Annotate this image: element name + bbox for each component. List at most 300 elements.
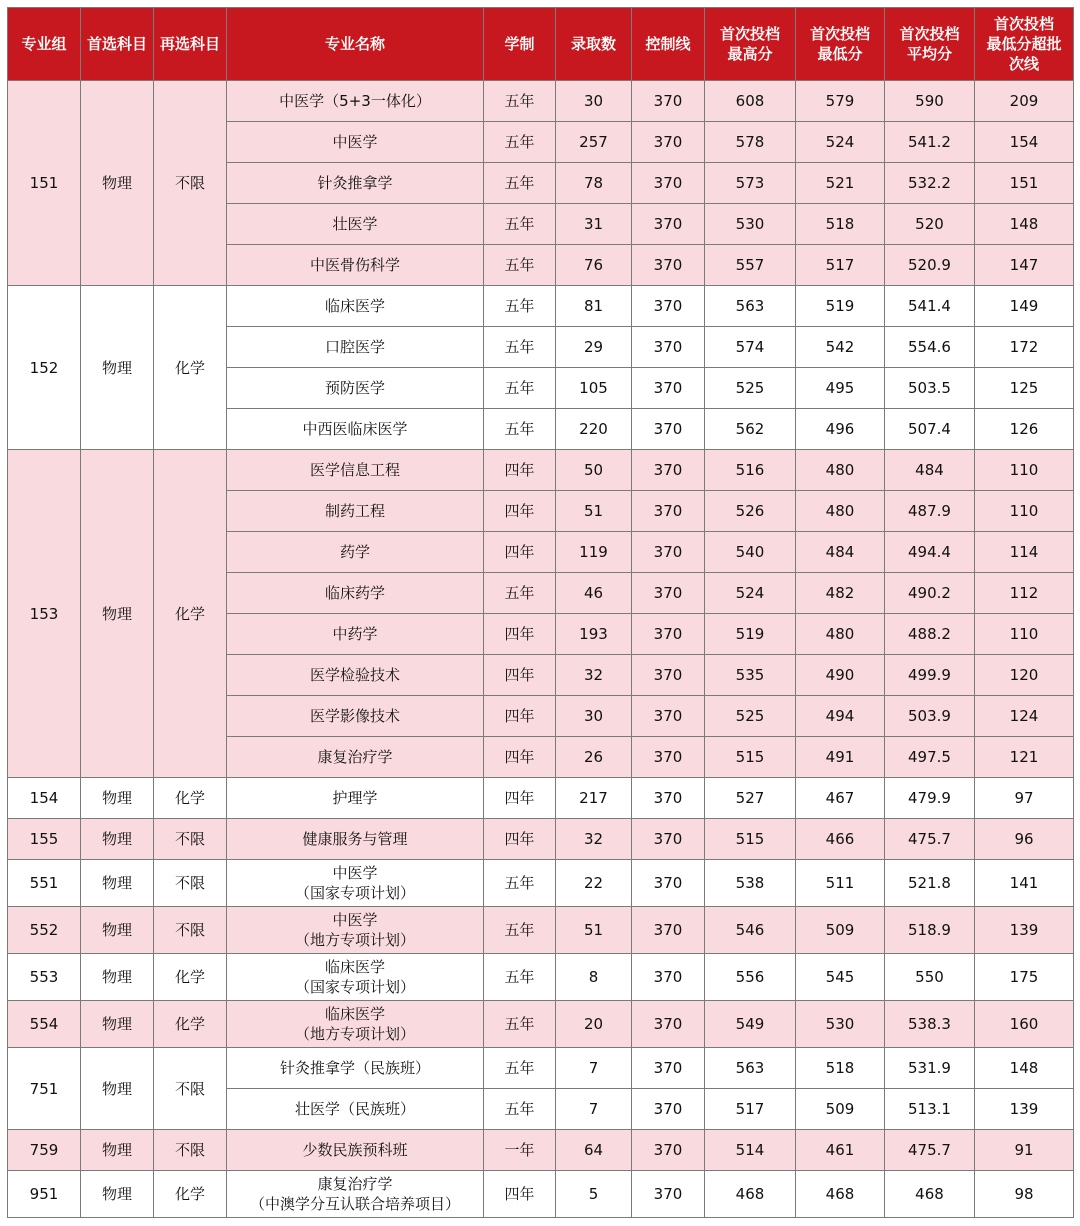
min-score-cell: 461 [796,1130,885,1171]
control-line-cell: 370 [632,860,705,907]
major-name: 预防医学 [324,379,385,397]
avg-score-cell: 468 [885,1171,975,1218]
admitted-cell: 217 [556,778,632,819]
admitted-cell: 64 [556,1130,632,1171]
max-score-cell: 535 [705,655,796,696]
table-row [8,81,1074,122]
major-name: 健康服务与管理 [302,830,408,848]
over-line-cell: 112 [975,573,1074,614]
table-row [8,1130,1074,1171]
min-score-cell: 579 [796,81,885,122]
major-name-cell [227,409,484,450]
control-line-cell: 370 [632,573,705,614]
table-row [8,1171,1074,1218]
avg-score-cell: 497.5 [885,737,975,778]
group-code-cell: 154 [8,778,81,819]
max-score-cell: 527 [705,778,796,819]
admitted-cell: 78 [556,163,632,204]
over-line-cell: 98 [975,1171,1074,1218]
group-code-cell: 155 [8,819,81,860]
group-code-cell: 951 [8,1171,81,1218]
over-line-cell: 149 [975,286,1074,327]
avg-score-cell: 479.9 [885,778,975,819]
duration-cell: 四年 [484,655,556,696]
duration-cell: 五年 [484,860,556,907]
control-line-cell: 370 [632,163,705,204]
group-code-cell: 554 [8,1001,81,1048]
table-row [8,954,1074,1001]
major-name: 中西医临床医学 [302,420,408,438]
major-name-cell [227,1089,484,1130]
admitted-cell: 81 [556,286,632,327]
avg-score-cell: 499.9 [885,655,975,696]
group-code-cell: 553 [8,954,81,1001]
duration-cell: 四年 [484,532,556,573]
second-subject-cell: 化学 [154,1171,227,1218]
admitted-cell: 51 [556,907,632,954]
control-line-cell: 370 [632,778,705,819]
avg-score-cell: 541.4 [885,286,975,327]
admission-score-table [7,7,1074,1218]
min-score-cell: 518 [796,1048,885,1089]
major-name-note: （国家专项计划） [294,884,415,902]
admitted-cell: 220 [556,409,632,450]
duration-cell: 五年 [484,573,556,614]
second-subject-cell: 化学 [154,954,227,1001]
major-name-cell [227,286,484,327]
avg-score-cell: 518.9 [885,907,975,954]
control-line-cell: 370 [632,245,705,286]
over-line-cell: 209 [975,81,1074,122]
duration-cell: 四年 [484,614,556,655]
control-line-cell: 370 [632,450,705,491]
over-line-cell: 151 [975,163,1074,204]
admitted-cell: 32 [556,819,632,860]
max-score-cell: 563 [705,1048,796,1089]
over-line-cell: 126 [975,409,1074,450]
avg-score-cell: 532.2 [885,163,975,204]
control-line-cell: 370 [632,368,705,409]
major-name: 临床药学 [324,584,385,602]
duration-cell: 四年 [484,778,556,819]
control-line-cell: 370 [632,696,705,737]
avg-score-cell: 507.4 [885,409,975,450]
over-line-cell: 110 [975,614,1074,655]
min-score-cell: 480 [796,491,885,532]
first-subject-cell: 物理 [81,1048,154,1130]
major-name-cell [227,327,484,368]
major-name: 制药工程 [324,502,385,520]
first-subject-cell: 物理 [81,1171,154,1218]
over-line-cell: 97 [975,778,1074,819]
control-line-cell: 370 [632,81,705,122]
group-code-cell: 759 [8,1130,81,1171]
max-score-cell: 468 [705,1171,796,1218]
duration-cell: 四年 [484,1171,556,1218]
major-name-cell [227,696,484,737]
header-over-line: 首次投档 最低分超批 次线 [975,8,1074,81]
major-name-cell [227,245,484,286]
max-score-cell: 525 [705,696,796,737]
duration-cell: 五年 [484,1001,556,1048]
control-line-cell: 370 [632,1001,705,1048]
major-name-cell [227,1048,484,1089]
table-header [8,8,1074,81]
table-body [8,81,1074,1218]
min-score-cell: 521 [796,163,885,204]
major-name-note: （地方专项计划） [294,1025,415,1043]
max-score-cell: 515 [705,737,796,778]
max-score-cell: 562 [705,409,796,450]
admitted-cell: 22 [556,860,632,907]
major-name-cell [227,737,484,778]
table-row [8,819,1074,860]
table-row [8,286,1074,327]
over-line-cell: 141 [975,860,1074,907]
major-name-cell [227,860,484,907]
max-score-cell: 538 [705,860,796,907]
control-line-cell: 370 [632,1048,705,1089]
min-score-cell: 542 [796,327,885,368]
max-score-cell: 524 [705,573,796,614]
max-score-cell: 530 [705,204,796,245]
max-score-cell: 526 [705,491,796,532]
admitted-cell: 20 [556,1001,632,1048]
header-control-line: 控制线 [632,8,705,81]
admission-score-table-container [7,7,1074,1218]
first-subject-cell: 物理 [81,860,154,907]
major-name-cell [227,1171,484,1218]
min-score-cell: 491 [796,737,885,778]
min-score-cell: 509 [796,907,885,954]
min-score-cell: 518 [796,204,885,245]
over-line-cell: 91 [975,1130,1074,1171]
min-score-cell: 468 [796,1171,885,1218]
first-subject-cell: 物理 [81,954,154,1001]
control-line-cell: 370 [632,409,705,450]
header-admitted: 录取数 [556,8,632,81]
duration-cell: 四年 [484,737,556,778]
major-name: 护理学 [332,789,378,807]
avg-score-cell: 538.3 [885,1001,975,1048]
second-subject-cell: 化学 [154,1001,227,1048]
max-score-cell: 574 [705,327,796,368]
admitted-cell: 29 [556,327,632,368]
major-name: 康复治疗学 [317,748,393,766]
over-line-cell: 120 [975,655,1074,696]
control-line-cell: 370 [632,204,705,245]
min-score-cell: 480 [796,450,885,491]
control-line-cell: 370 [632,532,705,573]
first-subject-cell: 物理 [81,778,154,819]
admitted-cell: 105 [556,368,632,409]
second-subject-cell: 不限 [154,81,227,286]
first-subject-cell: 物理 [81,1130,154,1171]
max-score-cell: 578 [705,122,796,163]
major-name-cell [227,614,484,655]
header-max-score: 首次投档 最高分 [705,8,796,81]
table-row [8,1001,1074,1048]
avg-score-cell: 520.9 [885,245,975,286]
major-name: 中医学（5+3一体化） [279,92,431,110]
max-score-cell: 563 [705,286,796,327]
admitted-cell: 7 [556,1048,632,1089]
duration-cell: 五年 [484,204,556,245]
over-line-cell: 124 [975,696,1074,737]
admitted-cell: 30 [556,696,632,737]
duration-cell: 五年 [484,163,556,204]
avg-score-cell: 488.2 [885,614,975,655]
min-score-cell: 509 [796,1089,885,1130]
avg-score-cell: 475.7 [885,1130,975,1171]
major-name-cell [227,450,484,491]
major-name-cell [227,573,484,614]
major-name-cell [227,163,484,204]
major-name-note: （国家专项计划） [294,978,415,996]
admitted-cell: 30 [556,81,632,122]
over-line-cell: 175 [975,954,1074,1001]
header-min-score: 首次投档 最低分 [796,8,885,81]
major-name-note: （地方专项计划） [294,931,415,949]
first-subject-cell: 物理 [81,450,154,778]
major-name: 药学 [339,543,370,561]
admitted-cell: 26 [556,737,632,778]
over-line-cell: 114 [975,532,1074,573]
min-score-cell: 517 [796,245,885,286]
major-name-cell [227,81,484,122]
header-second-subject: 再选科目 [154,8,227,81]
header-group-code: 专业组 [8,8,81,81]
group-code-cell: 151 [8,81,81,286]
over-line-cell: 96 [975,819,1074,860]
admitted-cell: 8 [556,954,632,1001]
avg-score-cell: 487.9 [885,491,975,532]
major-name: 壮医学 [332,215,378,233]
major-name-cell [227,491,484,532]
major-name: 少数民族预科班 [302,1141,408,1159]
max-score-cell: 519 [705,614,796,655]
second-subject-cell: 不限 [154,819,227,860]
group-code-cell: 552 [8,907,81,954]
major-name-cell [227,655,484,696]
max-score-cell: 549 [705,1001,796,1048]
major-name: 临床医学 [324,297,385,315]
control-line-cell: 370 [632,907,705,954]
max-score-cell: 514 [705,1130,796,1171]
duration-cell: 五年 [484,122,556,163]
duration-cell: 四年 [484,819,556,860]
avg-score-cell: 494.4 [885,532,975,573]
max-score-cell: 517 [705,1089,796,1130]
admitted-cell: 50 [556,450,632,491]
over-line-cell: 160 [975,1001,1074,1048]
avg-score-cell: 513.1 [885,1089,975,1130]
admitted-cell: 32 [556,655,632,696]
major-name: 康复治疗学 [317,1175,393,1193]
major-name-cell [227,1130,484,1171]
duration-cell: 五年 [484,409,556,450]
major-name: 中医学 [332,864,378,882]
control-line-cell: 370 [632,819,705,860]
over-line-cell: 125 [975,368,1074,409]
admitted-cell: 76 [556,245,632,286]
table-row [8,907,1074,954]
second-subject-cell: 化学 [154,286,227,450]
min-score-cell: 524 [796,122,885,163]
max-score-cell: 573 [705,163,796,204]
second-subject-cell: 不限 [154,907,227,954]
major-name-cell [227,368,484,409]
duration-cell: 五年 [484,245,556,286]
header-avg-score: 首次投档 平均分 [885,8,975,81]
major-name: 口腔医学 [324,338,385,356]
first-subject-cell: 物理 [81,907,154,954]
first-subject-cell: 物理 [81,819,154,860]
duration-cell: 五年 [484,954,556,1001]
control-line-cell: 370 [632,491,705,532]
duration-cell: 四年 [484,450,556,491]
major-name: 医学影像技术 [309,707,400,725]
over-line-cell: 148 [975,1048,1074,1089]
max-score-cell: 515 [705,819,796,860]
over-line-cell: 110 [975,450,1074,491]
avg-score-cell: 590 [885,81,975,122]
min-score-cell: 496 [796,409,885,450]
avg-score-cell: 490.2 [885,573,975,614]
table-row [8,860,1074,907]
over-line-cell: 154 [975,122,1074,163]
min-score-cell: 484 [796,532,885,573]
avg-score-cell: 503.5 [885,368,975,409]
min-score-cell: 466 [796,819,885,860]
second-subject-cell: 不限 [154,1130,227,1171]
over-line-cell: 121 [975,737,1074,778]
major-name: 中药学 [332,625,378,643]
over-line-cell: 148 [975,204,1074,245]
min-score-cell: 467 [796,778,885,819]
admitted-cell: 7 [556,1089,632,1130]
avg-score-cell: 475.7 [885,819,975,860]
admitted-cell: 193 [556,614,632,655]
major-name-cell [227,819,484,860]
major-name: 医学信息工程 [309,461,400,479]
major-name: 中医学 [332,133,378,151]
major-name-cell [227,954,484,1001]
min-score-cell: 519 [796,286,885,327]
max-score-cell: 557 [705,245,796,286]
major-name-cell [227,1001,484,1048]
control-line-cell: 370 [632,286,705,327]
max-score-cell: 516 [705,450,796,491]
header-row [8,8,1074,81]
control-line-cell: 370 [632,122,705,163]
control-line-cell: 370 [632,327,705,368]
first-subject-cell: 物理 [81,286,154,450]
control-line-cell: 370 [632,954,705,1001]
min-score-cell: 490 [796,655,885,696]
admitted-cell: 51 [556,491,632,532]
major-name: 临床医学 [324,1005,385,1023]
table-row [8,450,1074,491]
avg-score-cell: 554.6 [885,327,975,368]
avg-score-cell: 520 [885,204,975,245]
over-line-cell: 139 [975,907,1074,954]
min-score-cell: 480 [796,614,885,655]
admitted-cell: 5 [556,1171,632,1218]
admitted-cell: 257 [556,122,632,163]
duration-cell: 四年 [484,491,556,532]
max-score-cell: 556 [705,954,796,1001]
avg-score-cell: 503.9 [885,696,975,737]
duration-cell: 五年 [484,286,556,327]
max-score-cell: 608 [705,81,796,122]
major-name-cell [227,122,484,163]
header-major-name: 专业名称 [227,8,484,81]
second-subject-cell: 化学 [154,450,227,778]
major-name-cell [227,204,484,245]
admitted-cell: 31 [556,204,632,245]
header-duration: 学制 [484,8,556,81]
max-score-cell: 546 [705,907,796,954]
control-line-cell: 370 [632,655,705,696]
control-line-cell: 370 [632,614,705,655]
control-line-cell: 370 [632,1089,705,1130]
major-name: 中医骨伤科学 [309,256,400,274]
min-score-cell: 494 [796,696,885,737]
over-line-cell: 172 [975,327,1074,368]
avg-score-cell: 550 [885,954,975,1001]
avg-score-cell: 541.2 [885,122,975,163]
duration-cell: 五年 [484,81,556,122]
admitted-cell: 119 [556,532,632,573]
major-name: 壮医学（民族班） [294,1100,415,1118]
min-score-cell: 495 [796,368,885,409]
first-subject-cell: 物理 [81,81,154,286]
max-score-cell: 525 [705,368,796,409]
duration-cell: 五年 [484,1089,556,1130]
duration-cell: 四年 [484,696,556,737]
duration-cell: 五年 [484,907,556,954]
major-name-cell [227,532,484,573]
over-line-cell: 139 [975,1089,1074,1130]
major-name-note: （中澳学分互认联合培养项目） [249,1195,460,1213]
second-subject-cell: 不限 [154,860,227,907]
duration-cell: 一年 [484,1130,556,1171]
duration-cell: 五年 [484,327,556,368]
major-name: 针灸推拿学 [317,174,393,192]
control-line-cell: 370 [632,1130,705,1171]
group-code-cell: 153 [8,450,81,778]
over-line-cell: 110 [975,491,1074,532]
header-first-subject: 首选科目 [81,8,154,81]
major-name: 临床医学 [324,958,385,976]
major-name-cell [227,907,484,954]
major-name: 医学检验技术 [309,666,400,684]
avg-score-cell: 484 [885,450,975,491]
min-score-cell: 530 [796,1001,885,1048]
over-line-cell: 147 [975,245,1074,286]
avg-score-cell: 531.9 [885,1048,975,1089]
control-line-cell: 370 [632,737,705,778]
admitted-cell: 46 [556,573,632,614]
control-line-cell: 370 [632,1171,705,1218]
max-score-cell: 540 [705,532,796,573]
table-row [8,1048,1074,1089]
major-name: 中医学 [332,911,378,929]
group-code-cell: 152 [8,286,81,450]
group-code-cell: 551 [8,860,81,907]
avg-score-cell: 521.8 [885,860,975,907]
